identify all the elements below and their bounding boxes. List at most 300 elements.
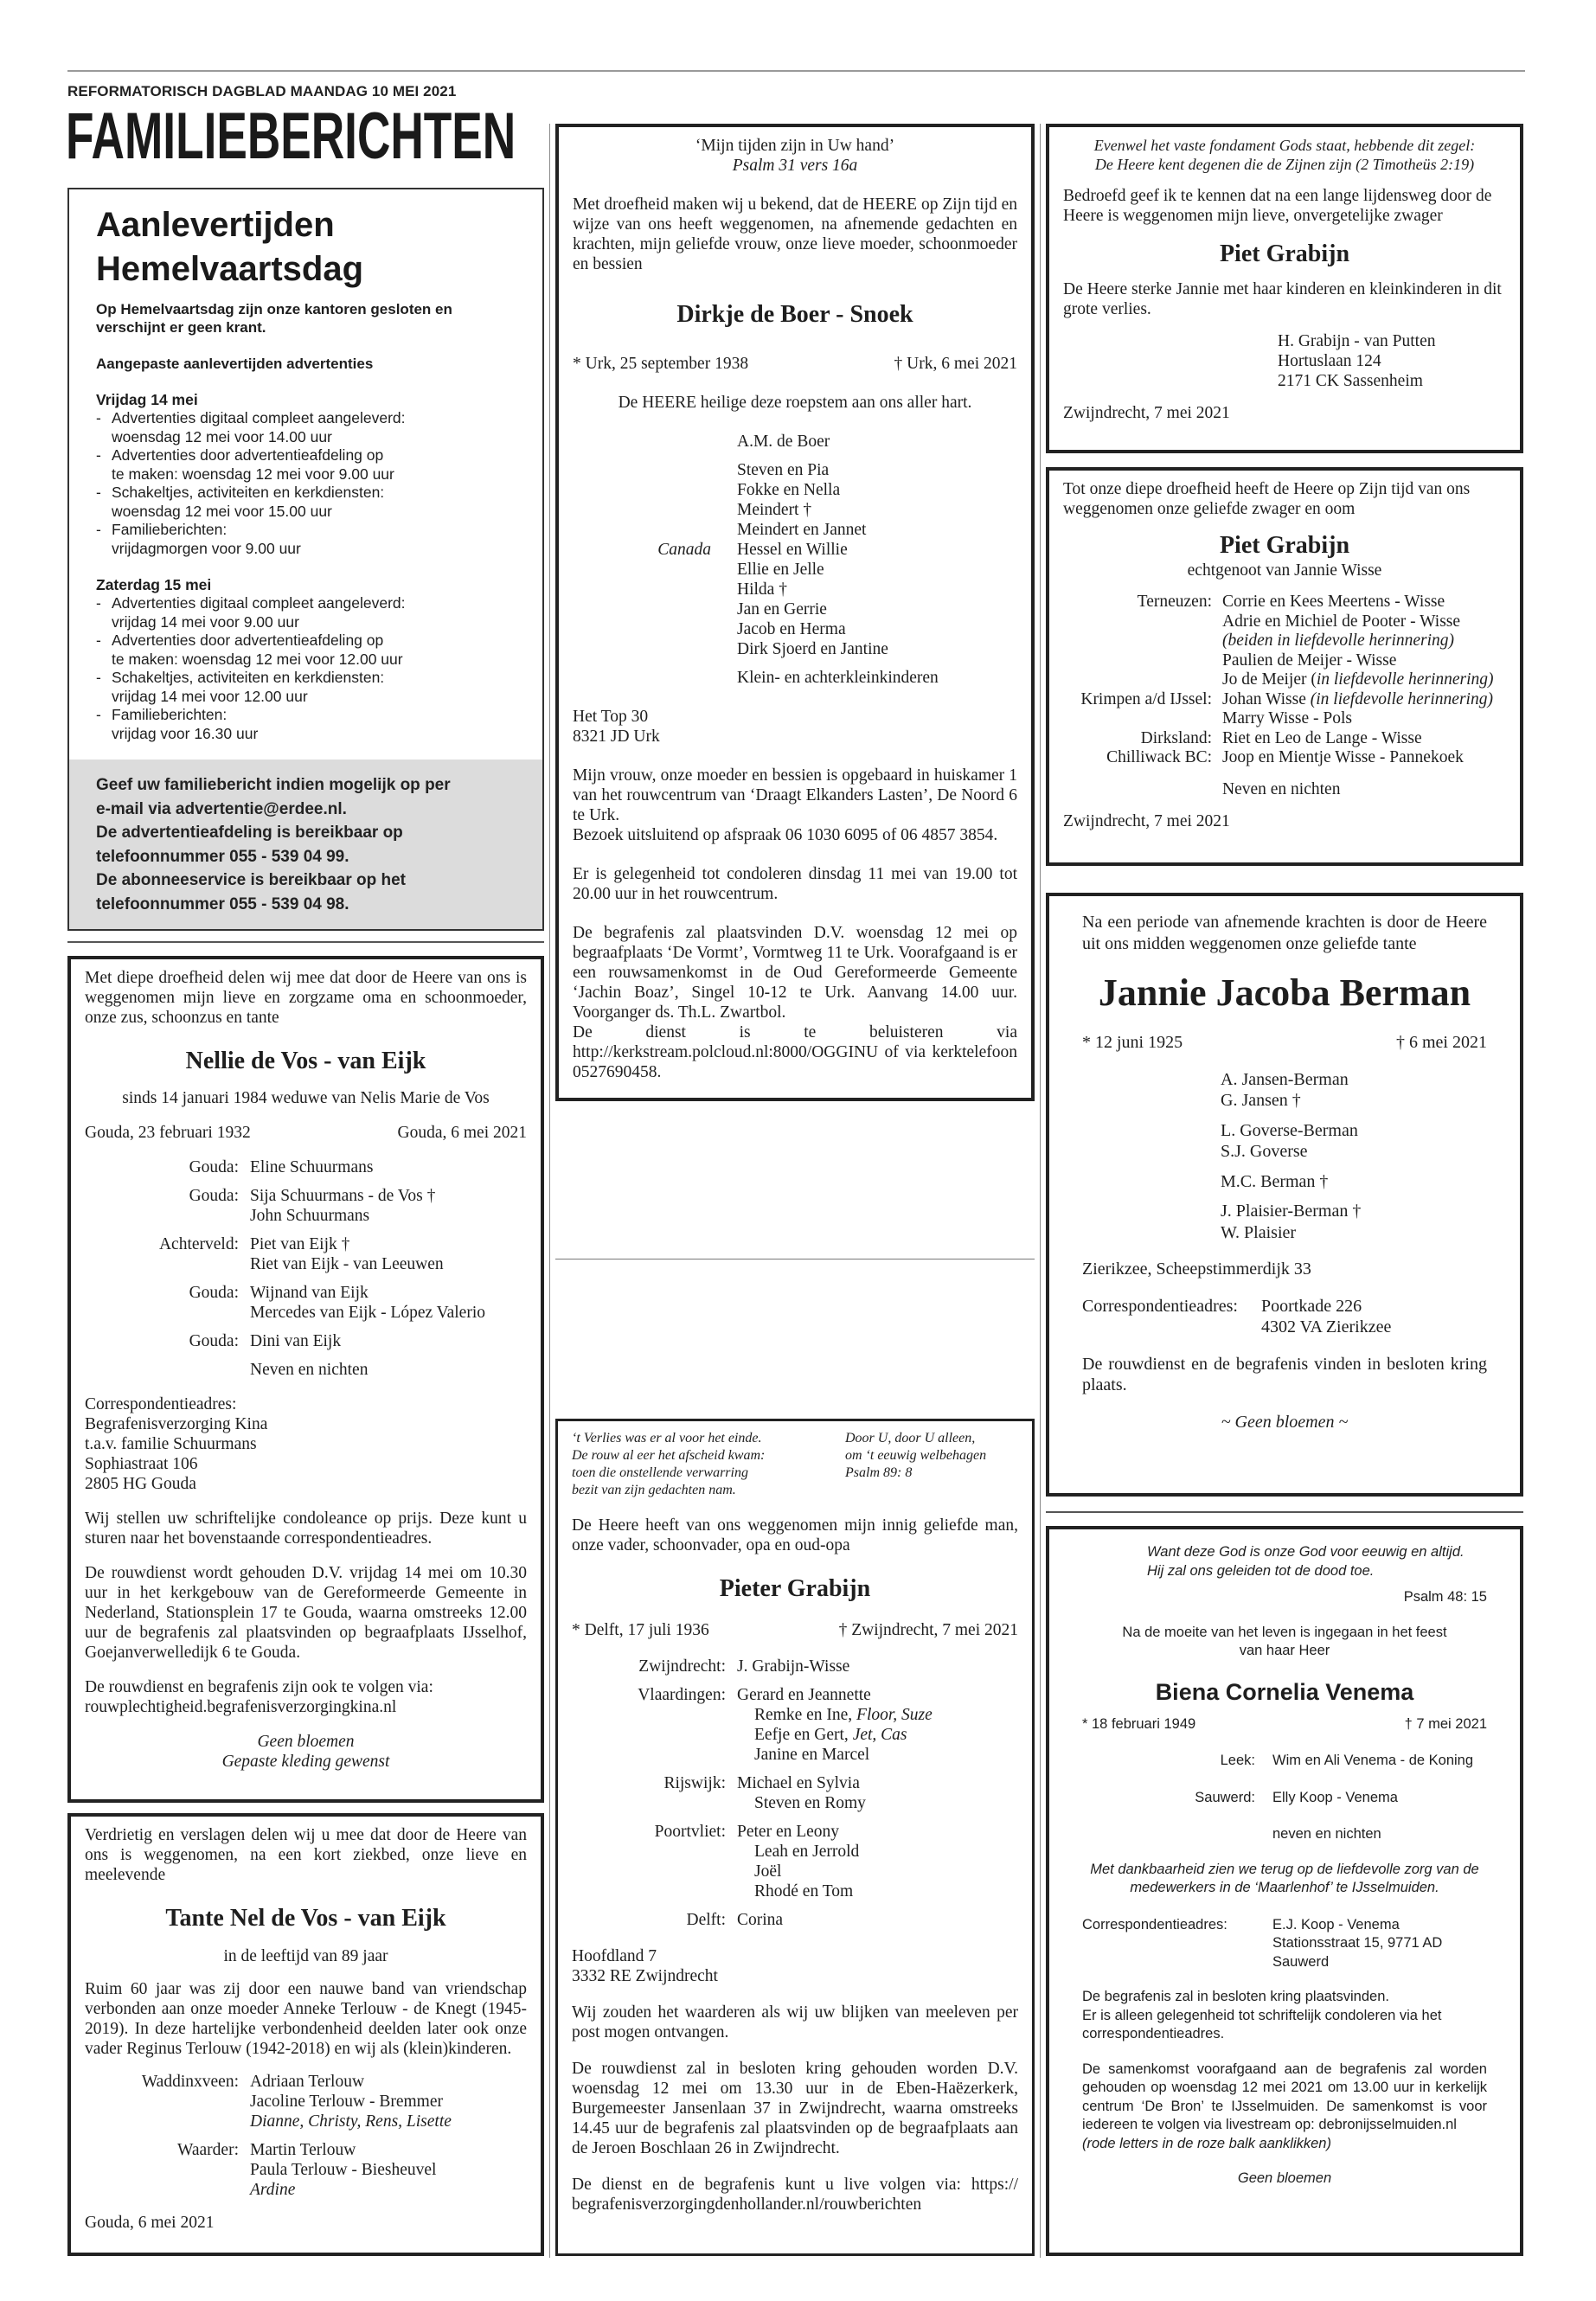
family-names — [737, 460, 1017, 540]
family-list — [85, 1157, 527, 1380]
deadline-item — [96, 631, 525, 669]
birth-death-dates — [573, 354, 1017, 374]
text-part: Eefje en Gert, — [754, 1726, 853, 1744]
text-line: Zierikzee, Scheepstimmerdijk 33 — [1082, 1259, 1311, 1279]
text-block — [85, 1394, 527, 1494]
text-block — [1063, 186, 1506, 226]
family-member: Klein- en achterkleinkinderen — [737, 669, 939, 687]
family-names — [1221, 1171, 1487, 1193]
family-member: Riet van Eijk - van Leeuwen — [250, 1255, 444, 1273]
deadline-line: woensdag 12 mei voor 15.00 uur — [112, 502, 332, 520]
deceased-name: Dirkje de Boer - Snoek — [676, 301, 913, 328]
text-line: De rouwdienst wordt gehouden D.V. vrijdag 14 mei om 10.30 uur in het kerkgebouw van de Gereformeerde Gemeente in Nederland, Stationsplein 17 te Gouda, waarna omstreeks 12.00 uur de begrafenis zal plaatsvinden op begraafplaats IJsselhof, Goejanverwelledijk 6 te Gouda. — [85, 1564, 527, 1662]
deadline-line: Familieberichten: — [112, 521, 228, 538]
family-member: Mercedes van Eijk - López Valerio — [250, 1304, 485, 1322]
family-member: Gerard en Jeannette — [737, 1686, 871, 1704]
centered-text — [573, 393, 1017, 413]
family-names — [1222, 748, 1506, 768]
paragraph — [572, 2003, 1018, 2042]
family-member: A.M. de Boer — [737, 433, 830, 451]
family-place: Achterveld: — [158, 1235, 239, 1253]
family-member: Adriaan Terlouw — [250, 2073, 365, 2091]
text-line: Na een periode van afnemende krachten is door de Heere uit ons midden weggenomen onze geliefde tante — [1082, 913, 1487, 953]
contact-line: Geef uw familiebericht indien mogelijk op per — [96, 776, 451, 794]
family-place: Sauwerd: — [1195, 1789, 1255, 1805]
text-line: 8321 JD Urk — [573, 727, 660, 746]
family-names — [737, 668, 1017, 688]
deadline-line: Advertenties door advertentieafdeling op — [112, 631, 384, 649]
birth-death-dates — [85, 1123, 527, 1143]
deadline-text — [112, 484, 384, 521]
poem-line: Psalm 89: 8 — [845, 1465, 913, 1480]
family-member: S.J. Goverse — [1221, 1142, 1308, 1161]
text-part: Johan Wisse — [1222, 689, 1311, 708]
text-block — [1063, 279, 1506, 319]
italic-part: Psalm 31 vers 16a — [732, 157, 858, 175]
text-line: Wij zouden het waarderen als wij uw blijken van meeleven per post mogen ontvangen. — [572, 2003, 1018, 2041]
deadline-item — [96, 706, 525, 743]
text-line: Er is gelegenheid tot condoleren dinsdag 11 mei van 19.00 tot 20.00 uur in het rouwcentrum. — [573, 865, 1017, 903]
family-names — [1221, 1201, 1487, 1243]
italic-part: in liefdevolle herinnering) — [1316, 670, 1494, 689]
family-member: Jacob en Herma — [737, 620, 846, 638]
family-member: Peter en Leony — [737, 1823, 840, 1841]
paragraph — [85, 1825, 527, 1885]
text-line: Geen bloemen — [257, 1733, 355, 1751]
family-row — [572, 1685, 1018, 1765]
family-row — [85, 2072, 527, 2131]
italic-note — [85, 1732, 527, 1772]
text-line: rouwplechtigheid.begrafenisverzorgingkina.nl — [85, 1698, 397, 1716]
text-line: t.a.v. familie Schuurmans — [85, 1435, 257, 1453]
family-place: Leek: — [1220, 1753, 1255, 1768]
family-row — [572, 1910, 1018, 1930]
family-member — [250, 2180, 527, 2200]
deadline-text — [112, 446, 394, 484]
family-row — [1063, 729, 1506, 749]
family-list — [1082, 1069, 1487, 1244]
centered-text — [85, 1088, 527, 1108]
deadline-text — [112, 409, 406, 446]
family-names — [250, 1360, 527, 1380]
notice-title-line: Hemelvaartsdag — [96, 250, 364, 288]
family-names — [1221, 1069, 1487, 1112]
italic-note — [1082, 1412, 1487, 1433]
text-line: Begrafenisverzorging Kina — [85, 1415, 268, 1433]
notice-title-line: Aanlevertijden — [96, 206, 335, 244]
notice-tante-nel — [67, 1813, 544, 2256]
text-line: Gepaste kleding gewenst — [221, 1753, 390, 1771]
text-line: Met droefheid maken wij u bekend, dat de HEERE op Zijn tijd en wijze van ons heeft weggenomen, na afnemende gedachten en krachten, mijn geliefde vrouw, onze lieve moeder, schoonmoeder en bessien — [573, 195, 1017, 273]
family-member: Corina — [737, 1911, 784, 1929]
family-names — [1222, 593, 1506, 690]
family-names — [1272, 1916, 1487, 1972]
family-row — [573, 540, 1017, 659]
paragraph — [85, 968, 527, 1028]
deadline-line: vrijdagmorgen voor 9.00 uur — [112, 539, 301, 557]
delivery-times-notice — [67, 188, 544, 931]
text-line: Tot onze diepe droefheid heeft de Heere op Zijn tijd van ons weggenomen onze geliefde zwager en oom — [1063, 480, 1471, 518]
paragraph — [1082, 912, 1487, 954]
scripture-quote — [1082, 1543, 1487, 1580]
text-line: Hortuslaan 124 — [1278, 352, 1381, 370]
family-row — [85, 1234, 527, 1274]
family-member: Hessel en Willie — [737, 541, 848, 559]
family-member — [737, 1725, 1018, 1745]
text-line: Hij zal ons geleiden tot de dood toe. — [1147, 1562, 1375, 1579]
text-line: 2171 CK Sassenheim — [1278, 372, 1423, 390]
family-row — [1082, 1789, 1487, 1808]
centered-text — [85, 1946, 527, 1966]
family-member: Piet van Eijk † — [250, 1235, 350, 1253]
text-block — [573, 707, 1017, 747]
family-member: Jacoline Terlouw - Bremmer — [250, 2093, 443, 2111]
family-member: Stationsstraat 15, 9771 AD — [1272, 1935, 1443, 1951]
family-names — [1261, 1296, 1487, 1338]
family-names — [737, 1685, 1018, 1765]
family-names — [737, 1657, 1018, 1676]
header-rule — [67, 70, 1525, 72]
paragraph — [573, 864, 1017, 904]
family-place — [1082, 1069, 1212, 1112]
deadline-text — [112, 521, 301, 558]
family-list — [1063, 780, 1506, 800]
text-block — [572, 1946, 1018, 1986]
deceased-name: Pieter Grabijn — [719, 1575, 871, 1602]
poem-line: toen die onstellende verwarring — [572, 1465, 748, 1480]
notice-piet-1 — [1046, 124, 1523, 453]
family-place: Krimpen a/d IJssel: — [1080, 689, 1212, 708]
family-place: Rijswijk: — [663, 1774, 726, 1792]
bullet-dash: - — [96, 409, 101, 426]
death-date: † 6 mei 2021 — [1396, 1033, 1487, 1052]
family-row — [1082, 1120, 1487, 1163]
family-member — [737, 1745, 1018, 1765]
family-place: Waarder: — [177, 2141, 239, 2159]
family-row — [85, 1331, 527, 1351]
contact-line: e-mail via advertentie@erdee.nl. — [96, 799, 347, 818]
centered-text — [1063, 561, 1506, 580]
text-line: Geen bloemen — [1237, 2170, 1332, 2186]
notice-pieter — [555, 1419, 1035, 2256]
text-line: Wij stellen uw schriftelijke condoleance op prijs. Deze kunt u sturen naar het bovenstaande correspondentieadres. — [85, 1509, 527, 1548]
delivery-days — [96, 391, 525, 743]
contact-panel — [69, 760, 542, 929]
family-place — [1082, 1171, 1212, 1193]
notice-dirkje — [555, 124, 1035, 1101]
family-list — [573, 432, 1017, 688]
text-line: Sophiastraat 106 — [85, 1455, 198, 1473]
family-place: Gouda: — [189, 1284, 239, 1302]
birth-date: * 18 februari 1949 — [1082, 1715, 1196, 1732]
death-date: † Zwijndrecht, 7 mei 2021 — [838, 1621, 1018, 1639]
family-names — [1222, 690, 1506, 729]
italic-part: Ardine — [250, 2181, 296, 2199]
family-member — [1222, 670, 1506, 690]
family-place: Poortvliet: — [654, 1823, 726, 1841]
family-place: Gouda: — [189, 1332, 239, 1350]
bullet-dash: - — [96, 669, 101, 686]
family-list — [572, 1657, 1018, 1930]
text-line: Verdrietig en verslagen delen wij u mee dat door de Heere van ons is weggenomen, na een kort ziekbed, onze lieve en meelevende — [85, 1826, 527, 1884]
text-block — [1082, 1988, 1487, 2044]
bullet-dash: - — [96, 484, 101, 501]
sender-address — [1063, 331, 1506, 391]
family-member — [737, 1842, 1018, 1862]
text-line — [573, 156, 1017, 176]
deadline-text — [112, 706, 258, 743]
paragraph — [85, 1509, 527, 1548]
bullet-dash: - — [96, 594, 101, 612]
family-member: J. Grabijn-Wisse — [737, 1657, 850, 1676]
text-line: Na de moeite van het leven is ingegaan in het feest — [1122, 1624, 1447, 1640]
family-row — [573, 432, 1017, 452]
notice-jannie — [1046, 893, 1523, 1497]
text-line: De Heere kent degenen die de Zijnen zijn (2 Timotheüs 2:19) — [1094, 156, 1475, 173]
text-line: De rouwdienst zal in besloten kring gehouden worden D.V. woensdag 12 mei om 13.30 uur in de Eben-Haëzerkerk, Burgemeester Jansenlaan 37 in Zwijndrecht, waarna omstreeks 14.45 uur de begrafenis zal plaatsvinden op de begraafplaats aan de Jeroen Boschlaan 26 in Zwijndrecht. — [572, 2060, 1018, 2157]
family-names — [1272, 1825, 1487, 1844]
family-member: Neven en nichten — [250, 1361, 369, 1379]
family-member — [737, 1862, 1018, 1881]
family-member: Wijnand van Eijk — [250, 1284, 369, 1302]
birth-death-dates — [572, 1620, 1018, 1640]
family-place: Canada — [657, 541, 711, 559]
family-member: L. Goverse-Berman — [1221, 1120, 1358, 1140]
text-line: De rouwdienst en begrafenis zijn ook te volgen via: — [85, 1678, 433, 1696]
family-names — [1272, 1752, 1487, 1771]
family-member: M.C. Berman † — [1221, 1171, 1329, 1191]
family-names — [250, 1283, 527, 1323]
text-line: De Heere heeft van ons weggenomen mijn innig geliefde man, onze vader, schoonvader, opa en oud-opa — [572, 1516, 1018, 1554]
text-block — [1063, 479, 1506, 519]
family-member: John Schuurmans — [250, 1207, 370, 1225]
deceased-name: Jannie Jacoba Berman — [1098, 971, 1471, 1014]
italic-note — [1082, 2170, 1487, 2189]
column-divider — [1040, 124, 1041, 2258]
text-line: H. Grabijn - van Putten — [1278, 332, 1436, 350]
family-member: Wim en Ali Venema - de Koning — [1272, 1753, 1474, 1768]
family-place: Gouda: — [189, 1158, 239, 1176]
family-names — [737, 432, 1017, 452]
paragraph — [572, 2175, 1018, 2214]
text-part: Steven en Romy — [754, 1794, 866, 1812]
day-heading: Vrijdag 14 mei — [96, 391, 198, 408]
deadline-line: vrijdag 14 mei voor 9.00 uur — [112, 612, 299, 631]
text-line: De dienst is te beluisteren via http://kerkstream.polcloud.nl:8000/OGGINU of via kerktelefoon 0527690458. — [573, 1023, 1017, 1081]
text-part: Leah en Jerrold — [754, 1843, 860, 1861]
family-member: Dirk Sjoerd en Jantine — [737, 640, 888, 658]
deadline-text — [112, 631, 403, 669]
family-place: Zwijndrecht: — [638, 1657, 726, 1676]
family-row — [1082, 1296, 1487, 1338]
family-member: Meindert † — [737, 501, 812, 519]
text-line: Bedroefd geef ik te kennen dat na een lange lijdensweg door de Heere is weggenomen mijn lieve, onvergetelijke zwager — [1063, 187, 1492, 225]
poem-right — [845, 1430, 1018, 1499]
family-member — [1222, 690, 1506, 710]
family-row — [573, 460, 1017, 540]
birth-date: * Delft, 17 juli 1936 — [572, 1621, 709, 1639]
family-place — [1082, 1120, 1212, 1163]
family-place — [1063, 780, 1212, 800]
family-list — [1063, 593, 1506, 768]
family-names — [250, 1157, 527, 1177]
text-line: Met diepe droefheid delen wij mee dat door de Heere van ons is weggenomen mijn lieve en zorgzame oma en schoonmoeder, onze zus, schoonzus en tante — [85, 969, 527, 1027]
text-line: Het Top 30 — [573, 708, 649, 726]
paragraph — [85, 1563, 527, 1663]
family-names — [1222, 729, 1506, 749]
italic-part: Floor, Suze — [856, 1706, 933, 1724]
deadline-item — [96, 446, 525, 484]
family-member: neven en nichten — [1272, 1826, 1381, 1842]
text-line: 2805 HG Gouda — [85, 1475, 196, 1493]
family-row — [85, 1186, 527, 1226]
family-member: Jan en Gerrie — [737, 600, 827, 619]
family-row — [85, 1283, 527, 1323]
deadline-line: Schakeltjes, activiteiten en kerkdiensten: — [112, 484, 385, 501]
family-member: Eline Schuurmans — [250, 1158, 374, 1176]
text-line: De begrafenis zal plaatsvinden D.V. woensdag 12 mei op begraafplaats ‘De Vormt’, Vormtweg 11 te Urk. Voorafgaand is er een rouwsamenkomst in de Oud Gereformeerde Gemeente ‘Jachin Boaz’, Singel 10-12 te Urk. Aanvang 14.00 uur. Voorganger ds. Th.L. Zwartbol. — [573, 924, 1017, 1022]
text-part: Joël — [754, 1862, 782, 1881]
deceased-name: Piet Grabijn — [1219, 532, 1350, 559]
text-line: Want deze God is onze God voor eeuwig en altijd. — [1147, 1544, 1465, 1560]
family-row — [1082, 1069, 1487, 1112]
deadline-line: Advertenties door advertentieafdeling op — [112, 446, 384, 464]
family-names — [737, 540, 1017, 659]
family-member: Ellie en Jelle — [737, 561, 824, 579]
text-part: Rhodé en Tom — [754, 1882, 854, 1900]
text-line: De dienst en de begrafenis kunt u live volgen via: https://​begrafenisverzorgingdenhollander.nl/rouwberichten — [572, 2176, 1018, 2214]
death-date: † 7 mei 2021 — [1404, 1715, 1487, 1732]
text-block — [85, 1677, 527, 1717]
text-block — [85, 2213, 527, 2233]
family-member: Michael en Sylvia — [737, 1774, 860, 1792]
text-line: Correspondentieadres: — [85, 1395, 237, 1413]
family-member: Riet en Leo de Lange - Wisse — [1222, 728, 1422, 747]
text-line: Zwijndrecht, 7 mei 2021 — [1063, 404, 1230, 422]
family-place: Correspondentieadres: — [1082, 1916, 1227, 1932]
text-line: Met dankbaarheid zien we terug op de liefdevolle zorg van de medewerkers in de ‘Maarlenhof’ te IJsselmuiden. — [1090, 1861, 1479, 1895]
family-names — [250, 1234, 527, 1274]
family-names — [737, 1822, 1018, 1901]
family-member: Paulien de Meijer - Wisse — [1222, 651, 1397, 670]
family-names — [250, 1186, 527, 1226]
death-date: † Urk, 6 mei 2021 — [894, 355, 1017, 373]
family-member: E.J. Koop - Venema — [1272, 1916, 1400, 1932]
text-line: in de leeftijd van 89 jaar — [223, 1947, 388, 1965]
family-row — [572, 1657, 1018, 1676]
family-member: J. Plaisier-Berman † — [1221, 1202, 1362, 1221]
poem — [572, 1430, 1018, 1499]
text-line: Gouda, 6 mei 2021 — [85, 2214, 215, 2232]
family-place — [1082, 1201, 1212, 1243]
text-block — [1082, 1259, 1487, 1280]
family-place: Correspondentieadres: — [1082, 1296, 1238, 1316]
correspondence-address — [1082, 1916, 1487, 1972]
poem-line: ‘t Verlies was er al voor het einde. — [572, 1431, 762, 1445]
family-member — [737, 1881, 1018, 1901]
family-place: Waddinxveen: — [141, 2073, 239, 2091]
deceased-name: Tante Nel de Vos - van Eijk — [165, 1905, 446, 1932]
contact-line: De abonneeservice is bereikbaar op het — [96, 871, 406, 889]
family-member: Corrie en Kees Meertens - Wisse — [1222, 593, 1445, 611]
family-names — [250, 2140, 527, 2200]
family-place — [573, 668, 711, 688]
italic-note — [1063, 136, 1506, 174]
family-names — [1221, 1120, 1487, 1163]
family-member: Meindert en Jannet — [737, 521, 867, 539]
family-place: Terneuzen: — [1137, 593, 1212, 611]
family-place — [85, 1360, 239, 1380]
family-names — [1272, 1789, 1487, 1808]
family-member — [737, 1793, 1018, 1813]
deadline-item — [96, 594, 525, 631]
day-heading: Zaterdag 15 mei — [96, 576, 212, 593]
text-line: 3332 RE Zwijndrecht — [572, 1967, 718, 1985]
text-part: Remke en Ine, — [754, 1706, 857, 1724]
italic-part: (beiden in liefdevolle herinnering) — [1222, 631, 1455, 650]
bullet-dash: - — [96, 631, 101, 649]
italic-part: (rode letters in de roze balk aanklikken) — [1082, 2135, 1331, 2151]
family-place: Vlaardingen: — [638, 1686, 726, 1704]
text-line: ~ Geen bloemen ~ — [1221, 1412, 1349, 1432]
family-member — [1222, 631, 1506, 651]
family-names — [737, 1910, 1018, 1930]
text-line: De rouwdienst en de begrafenis vinden in besloten kring plaats. — [1082, 1354, 1487, 1394]
paragraph — [573, 923, 1017, 1082]
family-place: Gouda: — [189, 1187, 239, 1205]
family-row — [1082, 1825, 1487, 1844]
paragraph — [573, 766, 1017, 845]
family-place: Chilliwack BC: — [1106, 748, 1212, 766]
notice-piet-2 — [1046, 467, 1523, 866]
family-place — [1082, 1825, 1255, 1844]
family-member: A. Jansen-Berman — [1221, 1069, 1349, 1089]
family-row — [572, 1773, 1018, 1813]
paragraph — [572, 1516, 1018, 1555]
family-row — [85, 2140, 527, 2200]
italic-part: (in liefdevolle herinnering) — [1310, 689, 1493, 708]
intro-text: Op Hemelvaartsdag zijn onze kantoren gesloten en verschijnt er geen krant. — [96, 301, 452, 336]
bullet-dash: - — [96, 521, 101, 538]
deadline-item — [96, 484, 525, 521]
deadline-item — [96, 521, 525, 558]
death-date: Gouda, 6 mei 2021 — [397, 1124, 527, 1142]
family-row — [573, 668, 1017, 688]
birth-date: * Urk, 25 september 1938 — [573, 355, 749, 373]
column-divider — [549, 124, 550, 2258]
family-names — [1222, 780, 1506, 800]
text-line: Mijn vrouw, onze moeder en bessien is opgebaard in huiskamer 1 van het rouwcentrum van ‘Draagt Elkanders Lasten’, De Noord 6 te Urk. — [573, 766, 1017, 824]
text-line: De HEERE heilige deze roepstem aan ons aller hart. — [618, 394, 972, 412]
poem-line: bezit van zijn gedachten nam. — [572, 1483, 736, 1497]
family-row — [1082, 1752, 1487, 1771]
deadline-line: te maken: woensdag 12 mei voor 12.00 uur — [112, 650, 403, 668]
family-member: Elly Koop - Venema — [1272, 1789, 1398, 1805]
family-row — [85, 1360, 527, 1380]
paragraph — [85, 1979, 527, 2059]
text-line: Zwijndrecht, 7 mei 2021 — [1063, 812, 1230, 830]
family-member: Marry Wisse - Pols — [1222, 709, 1352, 727]
bullet-dash: - — [96, 446, 101, 464]
text-part: Janine en Marcel — [754, 1746, 870, 1764]
deceased-name: Biena Cornelia Venema — [1155, 1678, 1414, 1705]
text-line: echtgenoot van Jannie Wisse — [1187, 561, 1382, 580]
deadline-line: Familieberichten: — [112, 706, 228, 723]
notice-nellie — [67, 956, 544, 1803]
italic-note — [1082, 1861, 1487, 1898]
text-line: De samenkomst voorafgaand aan de begrafenis zal worden gehouden op woensdag 12 mei 2021 om 13.00 uur in kerkelijk centrum ‘De Bron’ te IJsselmuiden. De samenkomst is voor iedereen te volgen via livestream op: debronijsselmuiden.nl — [1082, 2061, 1487, 2132]
family-row — [1082, 1171, 1487, 1193]
